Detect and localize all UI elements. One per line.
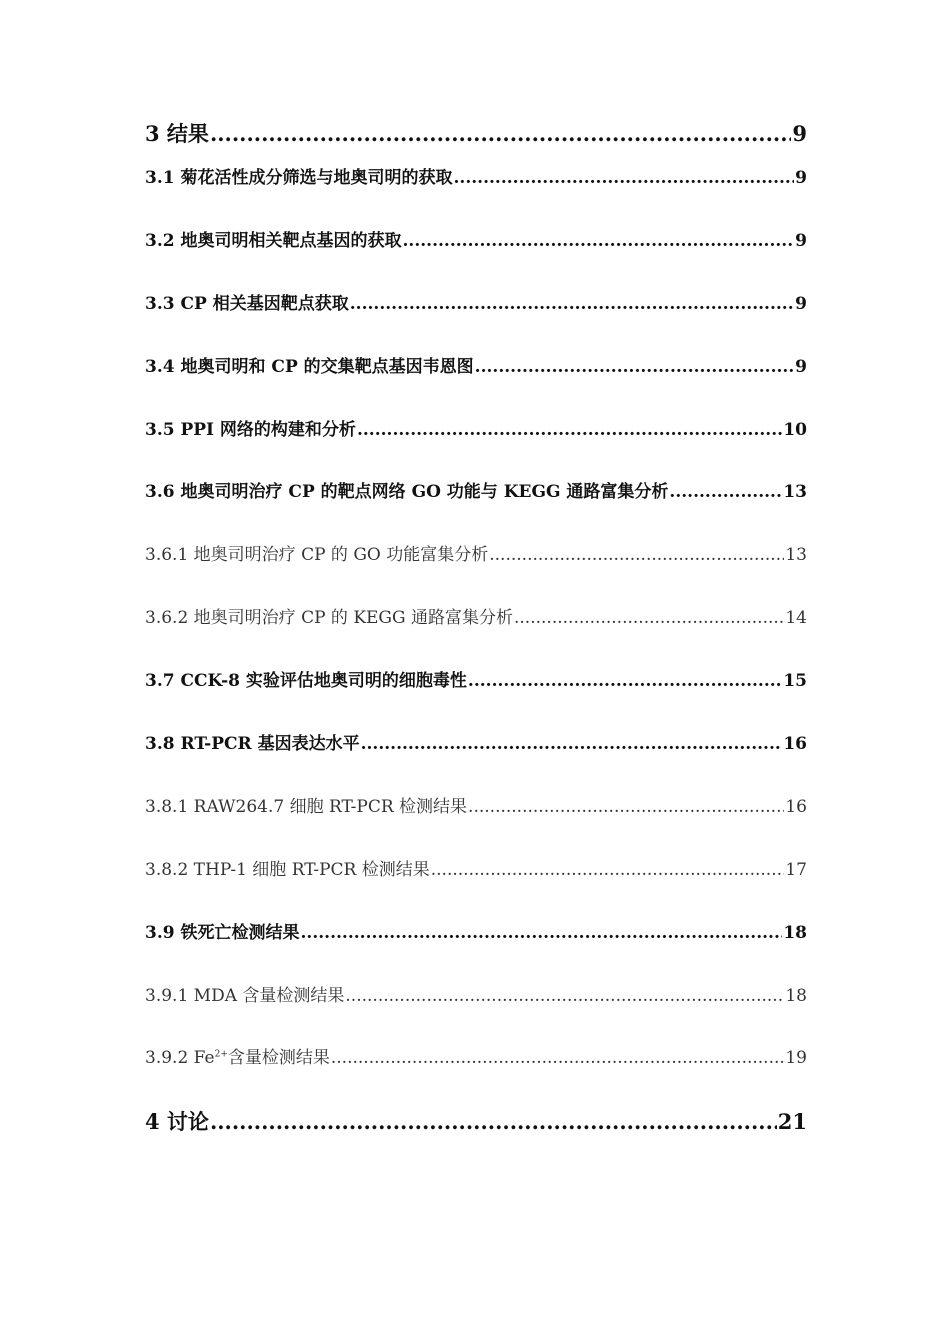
toc-entry[interactable] <box>145 603 807 666</box>
toc-entry-label: 3.8.2 THP-1 细胞 RT-PCR 检测结果 <box>145 859 430 880</box>
toc-entry[interactable] <box>145 289 807 352</box>
toc-entry-label: 3.9.1 MDA 含量检测结果 <box>145 985 345 1006</box>
toc-dot-leader <box>210 121 791 146</box>
toc-entry[interactable] <box>145 118 807 163</box>
toc-entry-page: 13 <box>785 545 807 566</box>
toc-entry-label: 3.6.1 地奥司明治疗 CP 的 GO 功能富集分析 <box>145 545 489 566</box>
toc-entry[interactable] <box>145 415 807 478</box>
toc-entry-page: 14 <box>785 608 807 629</box>
toc-entry-label: 3 结果 <box>145 121 209 146</box>
toc-entry-label-prefix: 3.9.2 Fe <box>145 1048 215 1069</box>
toc-dot-leader <box>357 420 782 440</box>
toc-entry[interactable] <box>145 163 807 226</box>
toc-entry-page: 18 <box>783 922 807 943</box>
toc-entry-page: 15 <box>783 671 807 692</box>
toc-entry-page: 19 <box>785 1048 807 1069</box>
toc-dot-leader <box>301 923 783 943</box>
toc-entry-label: 3.4 地奥司明和 CP 的交集靶点基因韦恩图 <box>145 356 474 377</box>
toc-entry[interactable] <box>145 729 807 792</box>
toc-entry[interactable] <box>145 477 807 540</box>
toc-entry-label: 3.5 PPI 网络的构建和分析 <box>145 419 356 440</box>
toc-dot-leader <box>210 1109 777 1134</box>
toc-entry-label: 3.7 CCK-8 实验评估地奥司明的细胞毒性 <box>145 671 467 692</box>
toc-entry[interactable] <box>145 1043 807 1106</box>
toc-entry-page: 9 <box>795 168 807 188</box>
toc-entry[interactable] <box>145 226 807 289</box>
toc-dot-leader <box>350 294 794 314</box>
toc-entry-label: 3.8 RT-PCR 基因表达水平 <box>145 734 360 755</box>
toc-entry-label-suffix: 含量检测结果 <box>227 1048 330 1069</box>
toc-entry-page: 13 <box>783 482 807 503</box>
toc-dot-leader <box>489 545 784 565</box>
toc-entry[interactable] <box>145 1106 807 1174</box>
toc-entry[interactable] <box>145 981 807 1044</box>
toc-dot-leader <box>361 734 783 754</box>
toc-dot-leader <box>403 231 795 251</box>
toc-dot-leader <box>468 797 784 817</box>
toc-entry-label: 4 讨论 <box>145 1109 209 1135</box>
toc-entry-page: 16 <box>783 734 807 755</box>
toc-entry-page: 21 <box>777 1109 807 1135</box>
toc-dot-leader <box>669 482 782 502</box>
toc-entry[interactable] <box>145 540 807 603</box>
toc-entry-page: 9 <box>795 293 807 314</box>
table-of-contents <box>145 118 807 1174</box>
toc-dot-leader <box>468 671 782 691</box>
toc-entry-label: 3.6 地奥司明治疗 CP 的靶点网络 GO 功能与 KEGG 通路富集分析 <box>145 482 669 503</box>
toc-entry-label: 3.8.1 RAW264.7 细胞 RT-PCR 检测结果 <box>145 796 468 817</box>
toc-entry-label: 3.9 铁死亡检测结果 <box>145 922 300 943</box>
toc-dot-leader <box>431 860 785 880</box>
toc-entry-page: 17 <box>785 859 807 880</box>
toc-entry-label: 3.3 CP 相关基因靶点获取 <box>145 293 349 314</box>
toc-entry-page: 9 <box>795 230 807 251</box>
toc-entry-label: 3.6.2 地奥司明治疗 CP 的 KEGG 通路富集分析 <box>145 608 513 629</box>
toc-dot-leader <box>514 608 784 628</box>
toc-entry-page: 9 <box>795 356 807 377</box>
toc-dot-leader <box>345 986 784 1006</box>
toc-entry[interactable] <box>145 352 807 415</box>
toc-entry-page: 9 <box>792 121 807 146</box>
toc-entry-label <box>145 1043 330 1068</box>
toc-dot-leader <box>475 357 795 377</box>
toc-entry[interactable] <box>145 918 807 981</box>
toc-entry-page: 16 <box>785 796 807 817</box>
toc-entry-label: 3.2 地奥司明相关靶点基因的获取 <box>145 230 402 251</box>
superscript-charge: 2+ <box>214 1049 228 1060</box>
toc-dot-leader <box>331 1048 784 1068</box>
toc-entry-page: 18 <box>785 985 807 1006</box>
toc-entry[interactable] <box>145 666 807 729</box>
toc-entry[interactable] <box>145 792 807 855</box>
toc-entry-label: 3.1 菊花活性成分筛选与地奥司明的获取 <box>145 168 453 188</box>
toc-entry[interactable] <box>145 855 807 918</box>
toc-entry-page: 10 <box>783 419 807 440</box>
toc-dot-leader <box>454 168 795 188</box>
